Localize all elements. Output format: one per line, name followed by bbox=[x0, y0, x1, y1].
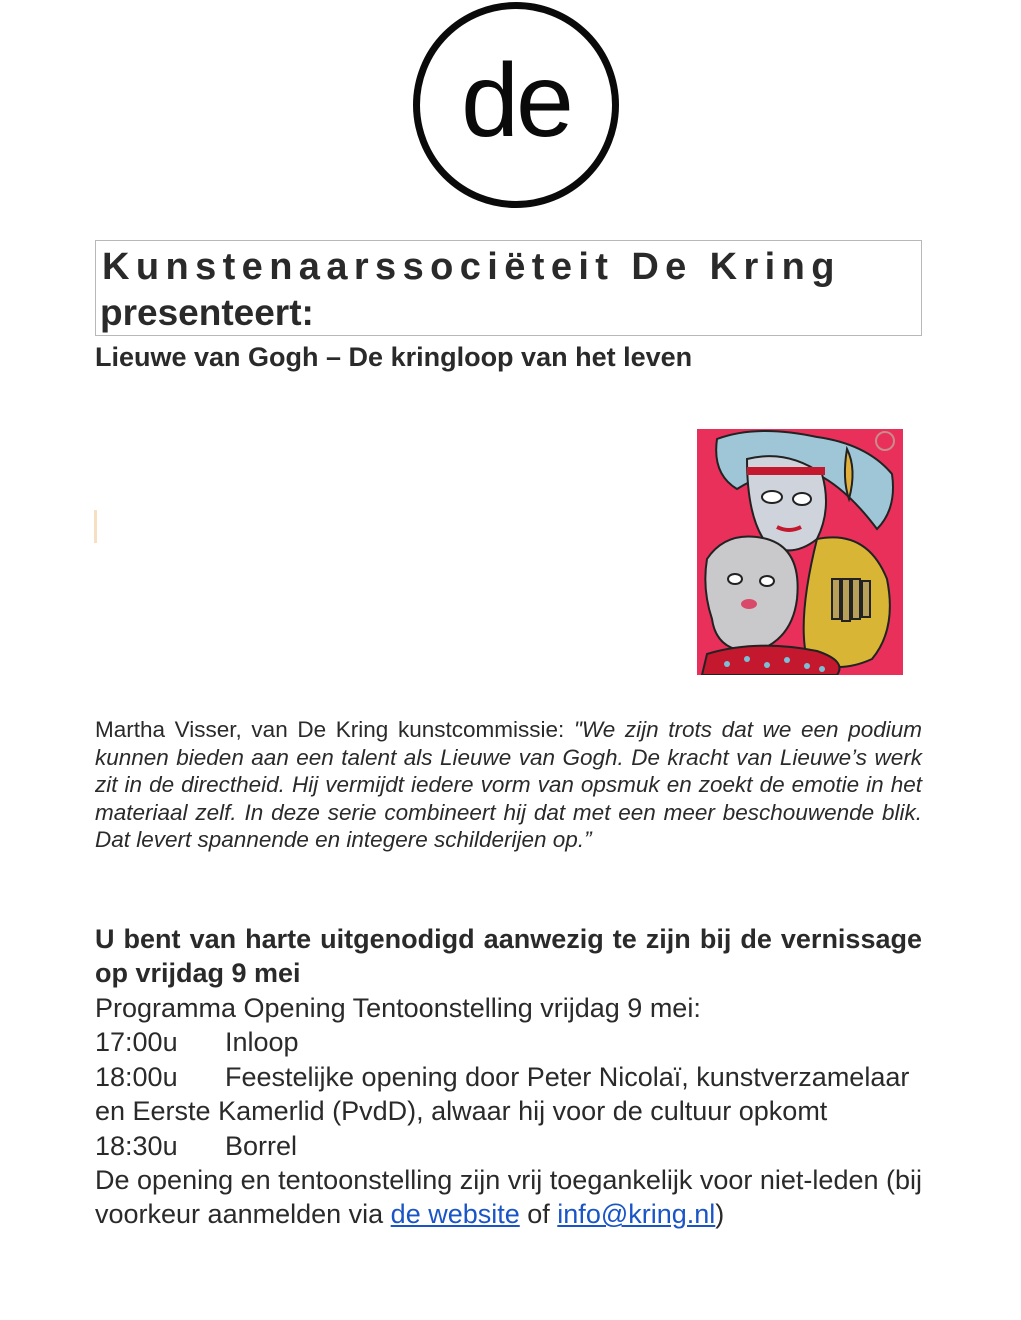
painting-dog-eye-left bbox=[728, 574, 742, 584]
painting-eye-right bbox=[793, 493, 811, 505]
program-time: 18:00u bbox=[95, 1061, 178, 1092]
quote-paragraph bbox=[95, 716, 922, 854]
title-box bbox=[95, 240, 922, 336]
painting-eye-left bbox=[762, 491, 782, 503]
program-footer bbox=[95, 1163, 922, 1232]
website-link[interactable]: de website bbox=[390, 1199, 520, 1230]
footer-text-before: De opening en tentoonstelling zijn vrij toegankelijk voor niet-leden (bij voorkeur aanmelden via bbox=[95, 1165, 922, 1230]
invitation-text: U bent van harte uitgenodigd aanwezig te zijn bij de vernissage op vrijdag 9 mei bbox=[95, 924, 922, 988]
program-item bbox=[95, 1129, 922, 1163]
painting-hand bbox=[832, 579, 870, 621]
program-heading: Programma Opening Tentoonstelling vrijdag 9 mei: bbox=[95, 993, 701, 1023]
exhibition-title: Lieuwe van Gogh – De kringloop van het leven bbox=[95, 342, 693, 372]
program-time: 18:30u bbox=[95, 1130, 178, 1161]
program-text: Feestelijke opening door Peter Nicolaï, kunstverzamelaar en Eerste Kamerlid (PvdD), alwaar hij voor de cultuur opkomt bbox=[95, 1061, 910, 1127]
program-section bbox=[95, 991, 922, 1232]
quote-speaker: Martha Visser, van De Kring kunstcommissie: bbox=[95, 717, 574, 742]
title-society-name: Kunstenaarssociëteit De Kring bbox=[102, 246, 841, 288]
footer-text-middle: of bbox=[519, 1199, 558, 1230]
logo-text: de bbox=[461, 43, 571, 159]
program-text: Borrel bbox=[225, 1130, 298, 1161]
painting-dog-eye-right bbox=[760, 576, 774, 586]
de-kring-logo bbox=[413, 2, 619, 208]
painting-image bbox=[697, 429, 903, 675]
footer-text-after: ) bbox=[715, 1199, 725, 1230]
program-item bbox=[95, 1025, 922, 1059]
email-link[interactable]: info@kring.nl bbox=[557, 1199, 716, 1230]
text-cursor-mark bbox=[94, 510, 97, 543]
title-presents: presenteert: bbox=[100, 292, 314, 333]
program-text: Inloop bbox=[225, 1027, 299, 1058]
painting-headband bbox=[747, 467, 825, 475]
program-item bbox=[95, 1060, 922, 1129]
painting-dog bbox=[705, 537, 797, 652]
quote-text: "We zijn trots dat we een podium kunnen bieden aan een talent als Lieuwe van Gogh. De kracht van Lieuwe’s werk zit in de directheid. Hij vermijdt iedere vorm van opsmuk en zoekt de emotie in het materiaal zelf. In deze serie combineert hij dat met een meer beschouwende blik. Dat levert spannende en integere schilderijen op.” bbox=[95, 717, 922, 852]
painting-dog-nose bbox=[741, 599, 757, 609]
program-time: 17:00u bbox=[95, 1027, 178, 1058]
